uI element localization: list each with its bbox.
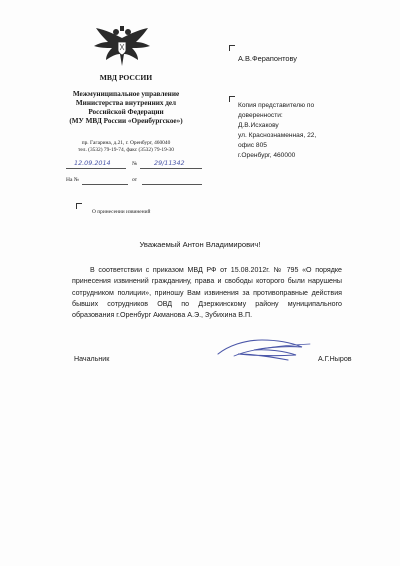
- copy-line: г.Оренбург, 460000: [238, 152, 296, 159]
- signatory-title: Начальник: [74, 355, 110, 363]
- copy-line: офис 805: [238, 142, 267, 149]
- organization-header: [46, 73, 206, 126]
- handwritten-signature-icon: [214, 332, 314, 364]
- registration-date: 12.09.2014: [74, 159, 111, 167]
- org-line: Российской Федерации: [88, 108, 164, 116]
- signatory-name: А.Г.Ныров: [318, 355, 352, 363]
- registration-number-label: №: [132, 161, 138, 167]
- reference-from-label: от: [132, 177, 138, 183]
- phone-line: тел. (3532) 79-19-74, факс (3532) 79-19-30: [78, 147, 174, 153]
- salutation: Уважаемый Антон Владимирович!: [139, 240, 261, 249]
- subject-bracket: [76, 203, 82, 209]
- reference-rule: [82, 184, 128, 185]
- org-line: (МУ МВД России «Оренбургское»): [69, 117, 183, 125]
- organization-address: [46, 140, 206, 154]
- copy-line: доверенности:: [238, 112, 283, 119]
- copy-recipient: [238, 101, 368, 161]
- reference-label: На №: [66, 177, 80, 183]
- letter-subject: О принесении извинений: [92, 209, 151, 215]
- copy-line: ул. Краснознаменная, 22,: [238, 132, 317, 139]
- double-headed-eagle-emblem-icon: [92, 24, 152, 70]
- copy-line: Копия представителю по: [238, 102, 315, 109]
- reference-date-rule: [142, 184, 202, 185]
- date-rule: [66, 168, 126, 169]
- registration-number: 29/11342: [154, 159, 185, 167]
- agency-title: МВД РОССИИ: [99, 73, 153, 82]
- address-line: пр. Гагарина, д.21, г. Оренбург, 460040: [81, 140, 171, 146]
- org-line: Министерства внутренних дел: [75, 99, 177, 107]
- letter-body: В соответствии с приказом МВД РФ от 15.08.2012г. № 795 «О порядке принесения извинений гражданину, права и свободы которого были нарушены сотрудником полиции», приношу Вам извинения за противоправные действия бывших сотрудников ОВД по Дзержинскому району муниципального образования г.Оренбург Акманова А.Э., Зубихина В.П.: [72, 266, 342, 320]
- addressee-bracket: [229, 45, 235, 51]
- org-line: Межмуниципальное управление: [72, 90, 180, 98]
- copy-line: Д.В.Исхакову: [238, 122, 279, 129]
- number-rule: [140, 168, 202, 169]
- copy-bracket: [229, 96, 235, 102]
- addressee-name: А.В.Ферапонтову: [238, 54, 297, 63]
- reference-line: [66, 177, 206, 187]
- registration-line: [66, 160, 206, 170]
